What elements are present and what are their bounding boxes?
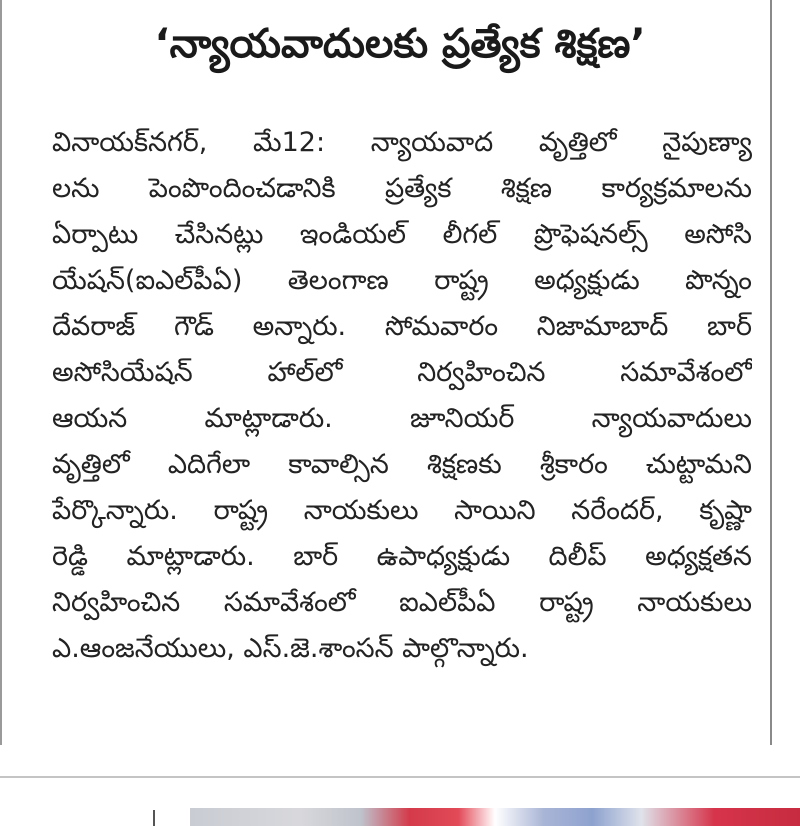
cropped-photo	[190, 808, 800, 826]
article-headline: ‘న్యాయవాదులకు ప్రత్యేక శిక్షణ’	[154, 21, 646, 67]
article-line: పేర్కొన్నారు. రాష్ట్ర నాయకులు సాయిని నరేందర్, కృష్ణా	[52, 495, 752, 526]
column-tick	[153, 810, 155, 826]
article-line: నిర్వహించిన సమావేశంలో ఐఎల్‌పీఏ రాష్ట్ర నాయకులు	[52, 587, 752, 618]
article-line: లను పెంపొందించడానికి ప్రత్యేక శిక్షణ కార్యక్రమాలను	[52, 173, 752, 204]
left-column-rule	[0, 0, 2, 745]
article-line: అసోసియేషన్ హాల్‌లో నిర్వహించిన సమావేశంలో	[52, 357, 752, 388]
article-line: యేషన్(ఐఎల్‌పీఏ) తెలంగాణ రాష్ట్ర అధ్యక్షుడు పొన్నం	[52, 265, 752, 296]
article-line: ఏర్పాటు చేసినట్లు ఇండియల్ లీగల్ ప్రొఫెషనల్స్ అసోసి	[52, 219, 752, 250]
right-column-rule	[770, 0, 772, 745]
article-line: వృత్తిలో ఎదిగేలా కావాల్సిన శిక్షణకు శ్రీకారం చుట్టామని	[52, 449, 752, 480]
article-line: రెడ్డి మాట్లాడారు. బార్ ఉపాధ్యక్షుడు దిలీప్ అధ్యక్షతన	[52, 541, 752, 572]
article-line: ఆయన మాట్లాడారు. జూనియర్ న్యాయవాదులు	[52, 403, 752, 434]
article-body	[52, 120, 752, 672]
article-line: దేవరాజ్ గౌడ్ అన్నారు. సోమవారం నిజామాబాద్ బార్	[52, 311, 752, 342]
article-line: ఎ.ఆంజనేయులు, ఎస్.జె.శాంసన్ పాల్గొన్నారు.	[52, 633, 529, 664]
article-line: వినాయక్‌నగర్, మే12: న్యాయవాద వృత్తిలో నైపుణ్యా	[52, 127, 752, 158]
section-divider	[0, 776, 800, 778]
